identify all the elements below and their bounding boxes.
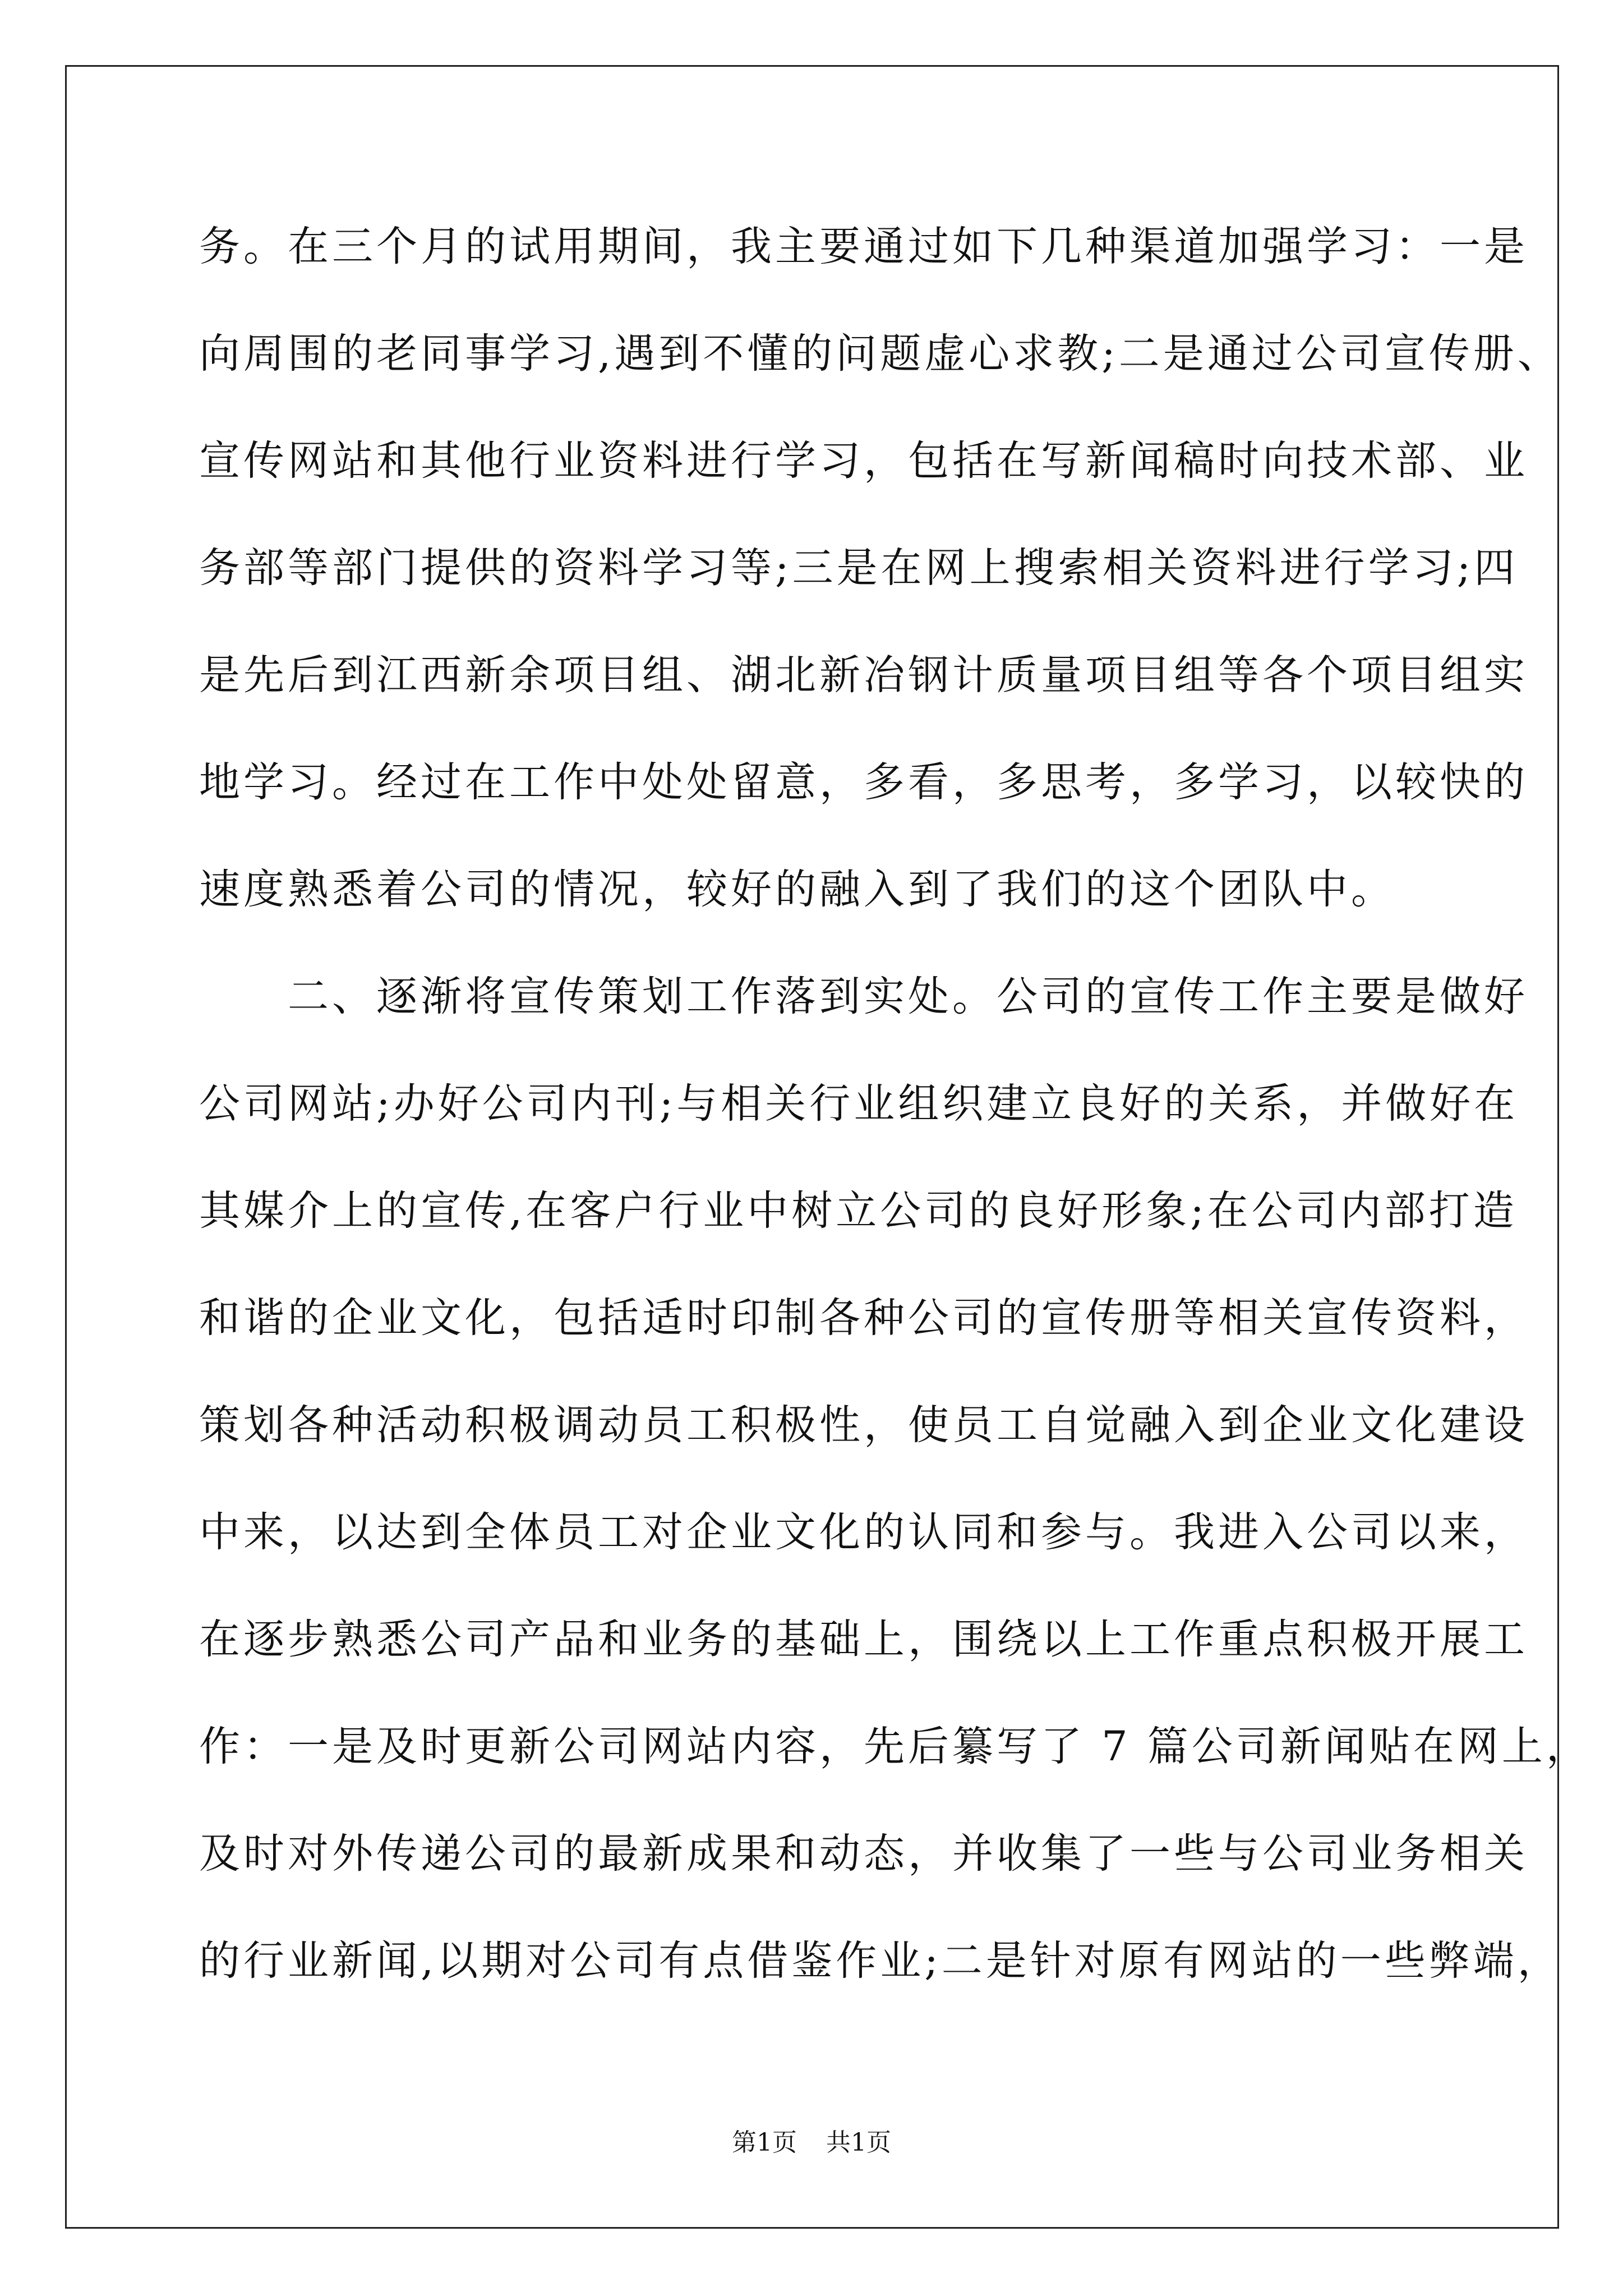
body-line: 二、逐渐将宣传策划工作落到实处。公司的宣传工作主要是做好 (199, 973, 1528, 1020)
body-line: 向周围的老同事学习,遇到不懂的问题虚心求教;二是通过公司宣传册、 (199, 330, 1562, 378)
page-number: 第1页 (732, 2128, 797, 2157)
body-line: 速度熟悉着公司的情况，较好的融入到了我们的这个团队中。 (199, 866, 1395, 913)
body-line: 公司网站;办好公司内刊;与相关行业组织建立良好的关系，并做好在 (199, 1080, 1519, 1128)
body-line: 是先后到江西新余项目组、湖北新冶钢计质量项目组等各个项目组实 (199, 651, 1528, 699)
page-total: 共1页 (826, 2128, 891, 2157)
body-line: 务部等部门提供的资料学习等;三是在网上搜索相关资料进行学习;四 (199, 544, 1519, 592)
body-line: 策划各种活动积极调动员工积极性，使员工自觉融入到企业文化建设 (199, 1401, 1528, 1449)
body-line: 地学习。经过在工作中处处留意，多看，多思考，多学习，以较快的 (199, 758, 1528, 806)
document-body (199, 219, 1590, 2040)
body-line: 其媒介上的宣传,在客户行业中树立公司的良好形象;在公司内部打造 (199, 1187, 1518, 1235)
body-line: 中来，以达到全体员工对企业文化的认同和参与。我进入公司以来， (199, 1508, 1528, 1556)
body-line: 的行业新闻,以期对公司有点借鉴作业;二是针对原有网站的一些弊端， (199, 1937, 1562, 1985)
body-line: 及时对外传递公司的最新成果和动态，并收集了一些与公司业务相关 (199, 1830, 1528, 1878)
body-line: 作：一是及时更新公司网站内容，先后纂写了 7 篇公司新闻贴在网上， (199, 1723, 1590, 1770)
page-footer (0, 2126, 1623, 2160)
body-line: 在逐步熟悉公司产品和业务的基础上，围绕以上工作重点积极开展工 (199, 1616, 1528, 1663)
body-line: 宣传网站和其他行业资料进行学习，包括在写新闻稿时向技术部、业 (199, 437, 1528, 485)
body-line: 和谐的企业文化，包括适时印制各种公司的宣传册等相关宣传资料， (199, 1294, 1528, 1342)
body-line: 务。在三个月的试用期间，我主要通过如下几种渠道加强学习：一是 (199, 223, 1528, 270)
